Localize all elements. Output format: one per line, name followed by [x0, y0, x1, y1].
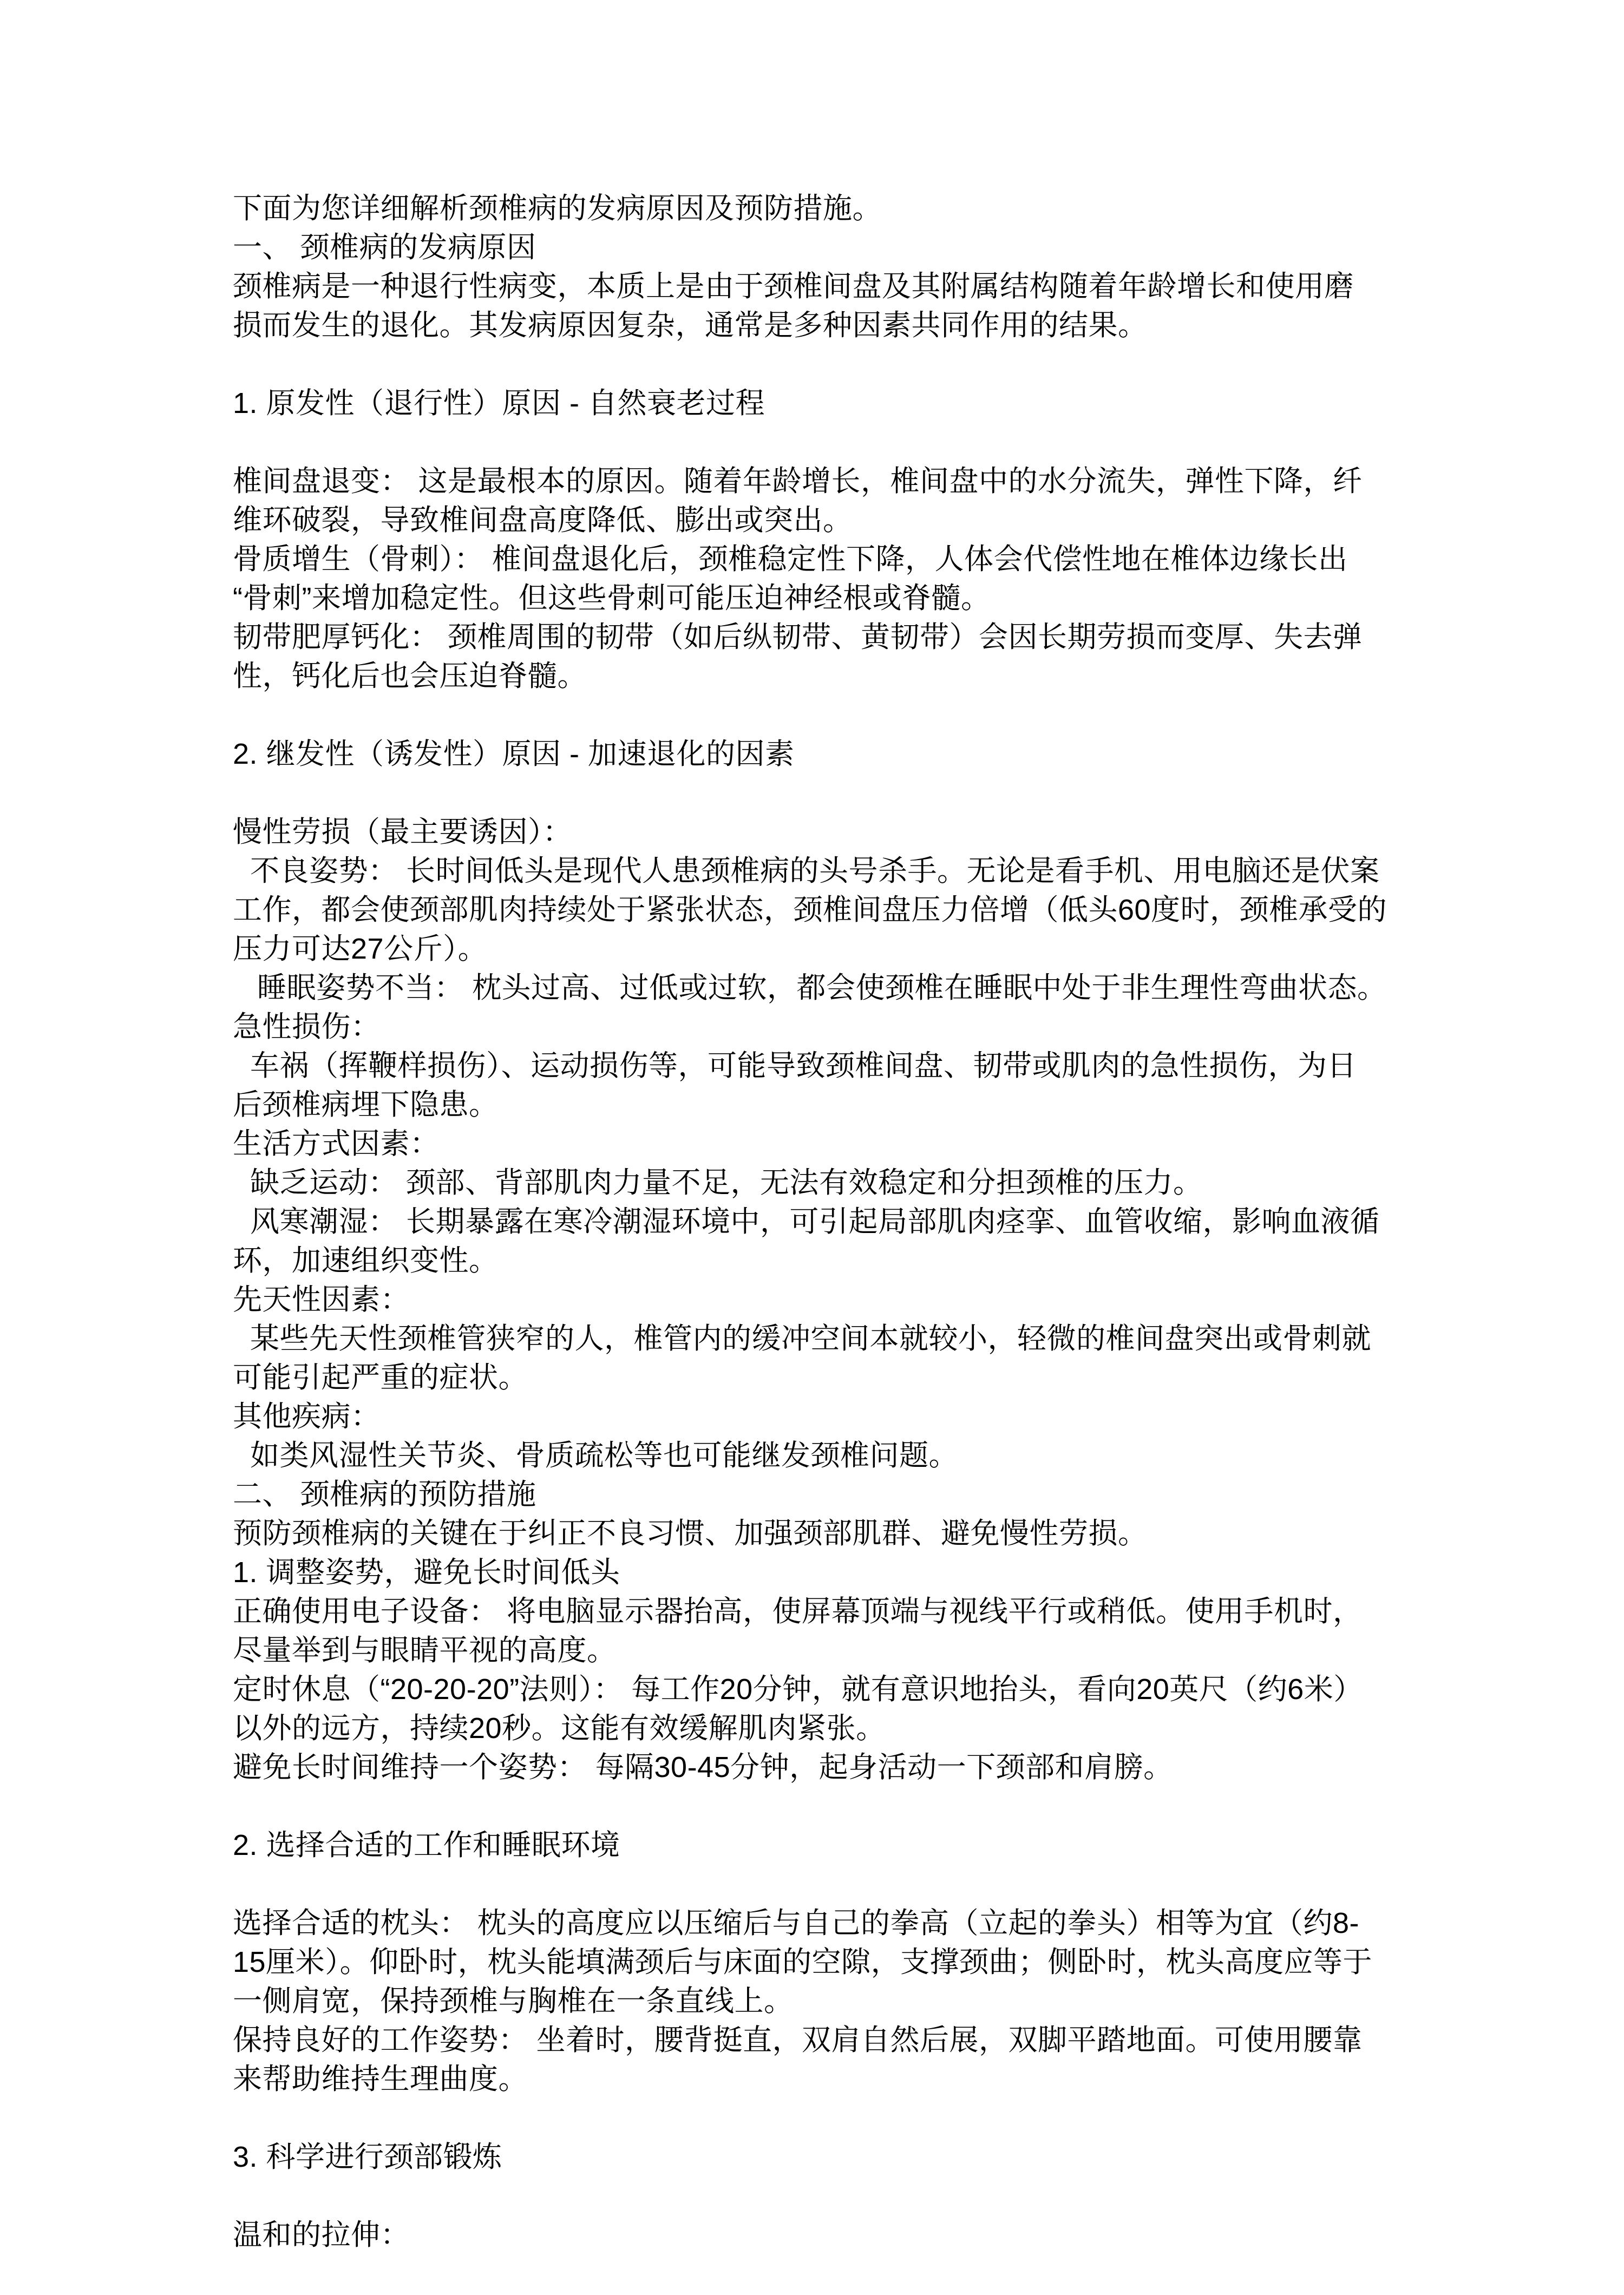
text-line: “骨刺”来增加稳定性。但这些骨刺可能压迫神经根或脊髓。	[233, 582, 991, 614]
text-line: 骨质增生（骨刺）： 椎间盘退化后，颈椎稳定性下降，人体会代偿性地在椎体边缘长出	[233, 543, 1348, 575]
text-line: 损而发生的退化。其发病原因复杂，通常是多种因素共同作用的结果。	[233, 309, 1148, 342]
text-line: 性，钙化后也会压迫脊髓。	[233, 660, 587, 692]
text-line: 可能引起严重的症状。	[233, 1361, 528, 1394]
text-line: 一侧肩宽，保持颈椎与胸椎在一条直线上。	[233, 1985, 794, 2017]
blank-line	[233, 423, 1456, 462]
text-line: 2. 继发性（诱发性）原因 - 加速退化的因素	[233, 738, 795, 770]
text-line: 1. 调整姿势，避免长时间低头	[233, 1556, 620, 1589]
text-line: 工作，都会使颈部肌肉持续处于紧张状态，颈椎间盘压力倍增（低头60度时，颈椎承受的	[233, 894, 1387, 926]
text-line: 2. 选择合适的工作和睡眠环境	[233, 1829, 620, 1861]
text-line: 睡眠姿势不当： 枕头过高、过低或过软，都会使颈椎在睡眠中处于非生理性弯曲状态。	[257, 972, 1387, 1004]
text-line: 先天性因素：	[233, 1283, 410, 1316]
text-line: 避免长时间维持一个姿势： 每隔30-45分钟，起身活动一下颈部和肩膀。	[233, 1751, 1173, 1783]
text-line: 定时休息（“20-20-20”法则）： 每工作20分钟，就有意识地抬头，看向20英尺（约6米）	[233, 1673, 1363, 1706]
text-line: 下面为您详细解析颈椎病的发病原因及预防措施。	[233, 192, 882, 225]
blank-line	[233, 345, 1456, 384]
text-line: 压力可达27公斤）。	[233, 933, 488, 965]
document-text-block	[233, 189, 1456, 2254]
text-line: 来帮助维持生理曲度。	[233, 2063, 528, 2095]
text-line: 维环破裂，导致椎间盘高度降低、膨出或突出。	[233, 504, 853, 536]
text-line: 不良姿势： 长时间低头是现代人患颈椎病的头号杀手。无论是看手机、用电脑还是伏案	[250, 855, 1380, 887]
text-line: 生活方式因素：	[233, 1127, 440, 1160]
text-line: 车祸（挥鞭样损伤）、运动损伤等，可能导致颈椎间盘、韧带或肌肉的急性损伤，为日	[250, 1050, 1357, 1082]
text-line: 15厘米）。仰卧时，枕头能填满颈后与床面的空隙，支撑颈曲；侧卧时，枕头高度应等于	[233, 1946, 1373, 1978]
text-line: 正确使用电子设备： 将电脑显示器抬高，使屏幕顶端与视线平行或稍低。使用手机时，	[233, 1595, 1363, 1628]
text-line: 预防颈椎病的关键在于纠正不良习惯、加强颈部肌群、避免慢性劳损。	[233, 1517, 1148, 1550]
text-line: 颈椎病是一种退行性病变，本质上是由于颈椎间盘及其附属结构随着年龄增长和使用磨	[233, 270, 1354, 303]
text-line: 1. 原发性（退行性）原因 - 自然衰老过程	[233, 387, 765, 419]
text-line: 温和的拉伸：	[233, 2219, 410, 2251]
text-line: 急性损伤：	[233, 1011, 381, 1043]
blank-line	[233, 2176, 1456, 2215]
blank-line	[233, 1865, 1456, 1904]
text-line: 椎间盘退变： 这是最根本的原因。随着年龄增长，椎间盘中的水分流失，弹性下降，纤	[233, 465, 1363, 497]
text-line: 一、 颈椎病的发病原因	[233, 231, 536, 264]
text-line: 以外的远方，持续20秒。这能有效缓解肌肉紧张。	[233, 1712, 886, 1745]
text-line: 尽量举到与眼睛平视的高度。	[233, 1634, 617, 1667]
text-line: 二、 颈椎病的预防措施	[233, 1478, 536, 1511]
text-line: 慢性劳损（最主要诱因）：	[233, 816, 572, 848]
blank-line	[233, 2099, 1456, 2137]
text-line: 选择合适的枕头： 枕头的高度应以压缩后与自己的拳高（立起的拳头）相等为宜（约8-	[233, 1907, 1360, 1939]
text-line: 韧带肥厚钙化： 颈椎周围的韧带（如后纵韧带、黄韧带）会因长期劳损而变厚、失去弹	[233, 621, 1363, 653]
text-line: 风寒潮湿： 长期暴露在寒冷潮湿环境中，可引起局部肌肉痉挛、血管收缩，影响血液循	[250, 1205, 1380, 1238]
text-line: 缺乏运动： 颈部、背部肌肉力量不足，无法有效稳定和分担颈椎的压力。	[250, 1166, 1203, 1199]
text-line: 保持良好的工作姿势： 坐着时，腰背挺直，双肩自然后展，双脚平踏地面。可使用腰靠	[233, 2024, 1363, 2056]
text-line: 环，加速组织变性。	[233, 1244, 499, 1277]
text-line: 如类风湿性关节炎、骨质疏松等也可能继发颈椎问题。	[250, 1439, 958, 1472]
blank-line	[233, 696, 1456, 735]
text-line: 后颈椎病埋下隐患。	[233, 1089, 499, 1121]
blank-line	[233, 773, 1456, 812]
blank-line	[233, 1787, 1456, 1826]
text-line: 3. 科学进行颈部锻炼	[233, 2141, 502, 2173]
text-line: 某些先天性颈椎管狭窄的人，椎管内的缓冲空间本就较小，轻微的椎间盘突出或骨刺就	[250, 1322, 1371, 1355]
text-line: 其他疾病：	[233, 1400, 381, 1433]
